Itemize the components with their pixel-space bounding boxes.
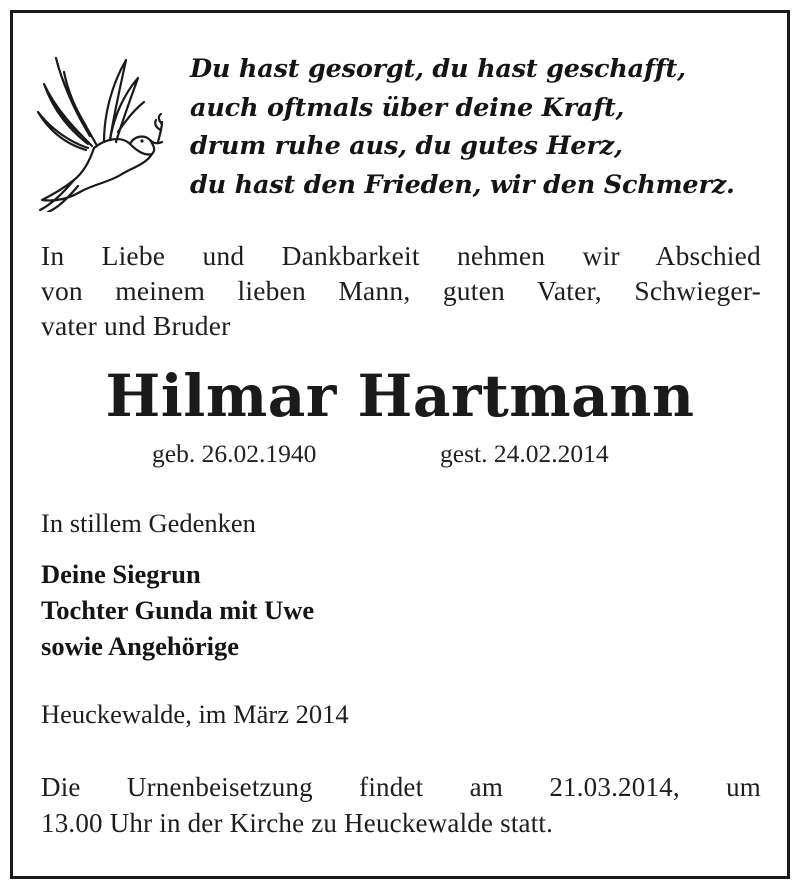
poem-line: Du hast gesorgt, du hast geschafft, [190,54,686,84]
deceased-name: Hilmar Hartmann [105,362,695,430]
dove-icon [34,52,164,212]
intro-line: In Liebe und Dankbarkeit nehmen wir Abschied [41,240,761,271]
poem-verse [190,50,780,204]
burial-line: Die Urnenbeisetzung findet am 21.03.2014, um [41,772,761,802]
poem-line: drum ruhe aus, du gutes Herz, [190,131,623,161]
intro-line: vater und Bruder [41,310,231,341]
mourner-line: Deine Siegrun [41,559,201,589]
mourner-line: Tochter Gunda mit Uwe [41,595,315,625]
memory-text: In stillem Gedenken [41,508,256,538]
poem-line: du hast den Frieden, wir den Schmerz. [190,169,735,200]
burial-line: 13.00 Uhr in der Kirche zu Heuckewalde statt. [41,808,554,838]
burial-notice [41,769,761,841]
birth-date: geb. 26.02.1940 [152,439,317,468]
intro-paragraph [41,238,761,343]
place-date: Heuckewalde, im März 2014 [41,699,349,729]
intro-line: von meinem lieben Mann, guten Vater, Schwieger- [41,275,761,306]
mourners-list [41,556,314,664]
poem-line: auch oftmals über deine Kraft, [190,92,625,123]
mourner-line: sowie Angehörige [41,631,239,661]
death-date: gest. 24.02.2014 [440,439,609,468]
